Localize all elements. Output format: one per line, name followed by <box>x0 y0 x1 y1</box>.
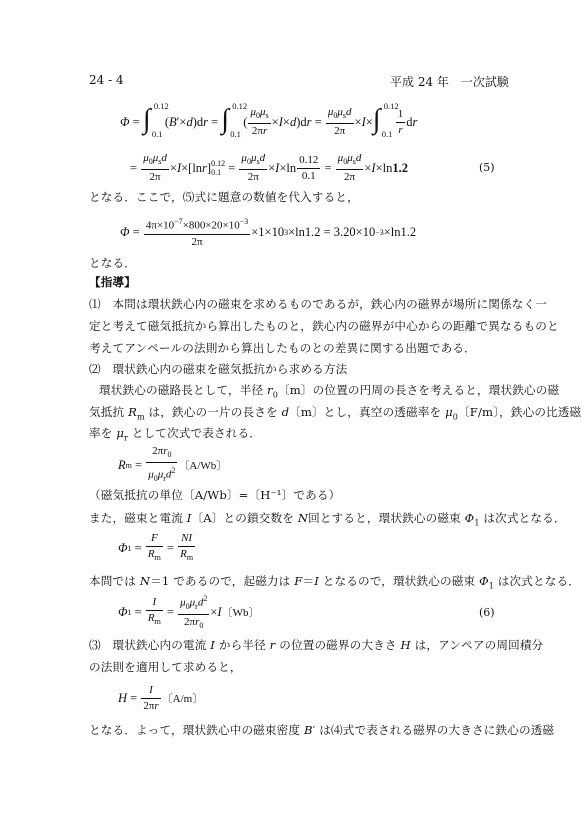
paragraph: となる． <box>89 256 136 270</box>
paragraph: ⑴ 本問は環状鉄心内の磁束を求めるものであるが，鉄心内の磁界が場所に関係なく一 <box>89 297 548 311</box>
paragraph: 考えてアンペールの法則から算出したものとの差異に関する出題である． <box>89 341 476 355</box>
paragraph: 定と考えて磁気抵抗から算出したものと，鉄心内の磁界が中心からの距離で異なるものと <box>89 319 559 333</box>
equation-tag-6: (6) <box>479 606 495 619</box>
paragraph: となる．ここで，⑸式に題意の数値を代入すると， <box>89 190 359 204</box>
paragraph: 環状鉄心の磁路長として，半径 $r_0$〔m〕の位置の円周の長さを考えると，環状鉄心の磁 <box>99 383 560 400</box>
paragraph: ⑵ 環状鉄心内の磁束を磁気抵抗から求める方法 <box>89 362 348 376</box>
exam-title: 平成 24 年 一次試験 <box>390 75 509 89</box>
paragraph: ⑶ 環状鉄心内の電流 I から半径 r の位置の磁界の大きさ H は，アンペアの周回積分 <box>89 638 544 652</box>
paragraph: 本問では N＝1 であるので，起磁力は F＝I となるので，環状鉄心の磁束 $\Phi_1$ は次式となる． <box>89 574 581 591</box>
equation-phi1: Φ 1 = $\frac{F}{R_m}$ = $\frac{NI}{R_m}$ <box>118 531 194 563</box>
page-number: 24 - 4 <box>89 73 124 87</box>
paragraph: となる．よって，環状鉄心中の磁束密度 B′ は⑷式で表される磁界の大きさに鉄心の透磁 <box>89 723 555 737</box>
equation-phi-numeric: Φ = $\frac{4\pi\times 10^{-7}\times 800\times 20\times 10^{-3}}{2\pi}$ ×1×10 3 ×ln1.2 = 3.20×10 −3 ×ln1.2 <box>120 217 417 248</box>
paragraph: 率を $\mu_r$ として次式で表される． <box>89 426 262 443</box>
equation-phi-integral: Φ = ∫ 0.12 0.1 ( B ′× d )d r = ∫ 0.12 0.1 ( $\frac{\mu_0\mu_s}{2\pi r}$ × I × d )d r = $\frac{\mu_0\mu_sd}{2\pi}$ × I × ∫ 0.12 0.1 $\frac{1}{r}$ d r <box>120 101 418 139</box>
equation-phi1-final: Φ 1 = $\frac{I}{R_m}$ = $\frac{\mu_0\mu_rd^2}{2\pi r_0}$ × I 〔Wb〕 <box>118 593 260 631</box>
equation-tag-5: (5) <box>479 161 495 174</box>
paragraph: （磁気抵抗の単位〔A/Wb〕=〔H⁻¹〕である） <box>89 488 341 502</box>
equation-phi-ln: = $\frac{\mu_0\mu_sd}{2\pi}$ × I ×[ln r ] 0.12 0.1 = $\frac{\mu_0\mu_sd}{2\pi}$ × I ×ln $\frac{0.12}{0.1}$ = $\frac{\mu_0\mu_sd}{2\pi}$ × I ×ln 1.2 <box>130 151 408 184</box>
paragraph: の法則を適用して求めると， <box>89 660 242 674</box>
section-heading: 【指導】 <box>89 275 136 289</box>
equation-h: H = $\frac{I}{2\pi r}$ 〔A/m〕 <box>118 683 204 712</box>
equation-rm: R m = $\frac{2\pi r_0}{\mu_0\mu_rd^2}$ 〔A/Wb〕 <box>118 444 228 484</box>
paragraph: 気抵抗 $R_m$ は，鉄心の一片の長さを d〔m〕とし，真空の透磁率を $\mu_0$〔F/m〕，鉄心の比透磁 <box>89 405 582 422</box>
paragraph: また，磁束と電流 I〔A〕との鎖交数を N回とすると，環状鉄心の磁束 $\Phi_1$ は次式となる． <box>89 511 566 528</box>
